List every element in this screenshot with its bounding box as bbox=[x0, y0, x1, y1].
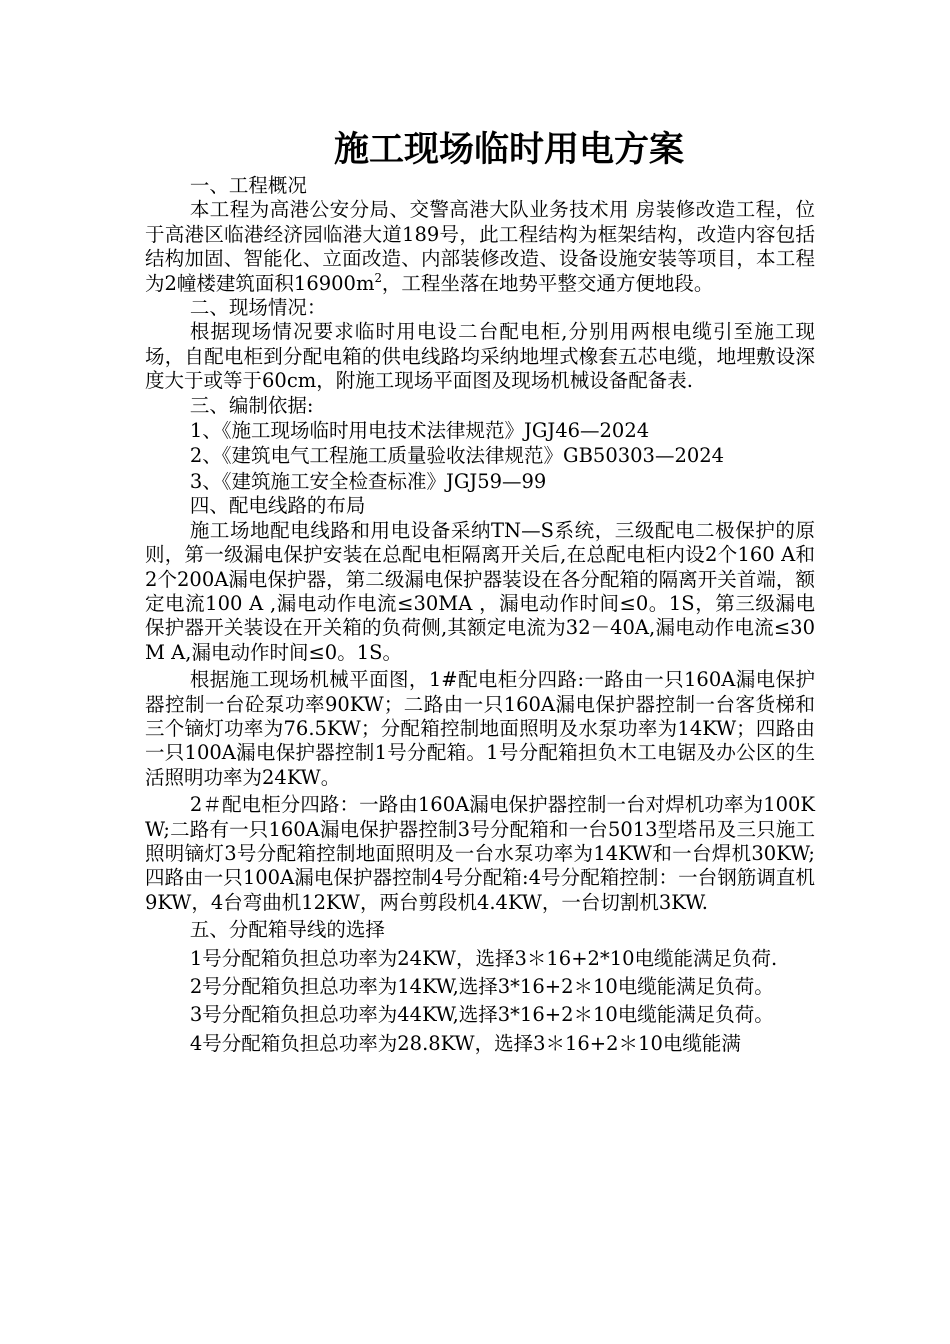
document-body bbox=[145, 174, 815, 1056]
section-heading-wires: 五、分配箱导线的选择 bbox=[189, 918, 385, 942]
overview-paragraph bbox=[145, 198, 815, 296]
section-heading-basis: 三、编制依据: bbox=[189, 393, 314, 417]
area-unit-superscript: 2 bbox=[374, 270, 382, 285]
overview-text-end: ，工程坐落在地势平整交通方便地段。 bbox=[381, 271, 714, 295]
section-heading-site: 二、现场情况： bbox=[189, 296, 327, 320]
wire-paragraph-1: 1号分配箱负担总功率为24KW，选择3＊16+2*10电缆能满足负荷. bbox=[189, 946, 778, 970]
layout-paragraph-3: 2＃配电柜分四路：一路由160A漏电保护器控制一台对焊机功率为100KW;二路有一只160A漏电保护器控制3号分配箱和一台5013型塔吊及三只施工照明镝灯3号分配箱控制地面照明及一台水泵功率为14KW和一台焊机30KW;四路由一只100A漏电保护器控制4号分配箱:4号分配箱控制：一台钢筋调直机9KW，4台弯曲机12KW，两台剪段机4.4KW，一台切割机3KW. bbox=[145, 793, 815, 914]
layout-paragraph-1: 施工场地配电线路和用电设备采纳TN—S系统，三级配电二极保护的原则，第一级漏电保护安装在总配电柜隔离开关后,在总配电柜内设2个160 A和2个200A漏电保护器，第二级漏电保护器装设在各分配箱的隔离开关首端，额定电流100 A ,漏电动作电流≤30MA ，漏电动作时间≤0。1S，第三级漏电保护器开关装设在开关箱的负荷侧,其额定电流为32－40A,漏电动作电流≤30 M A,漏电动作时间≤0。1S。 bbox=[145, 518, 815, 664]
site-paragraph: 根据现场情况要求临时用电设二台配电柜,分别用两根电缆引至施工现场，自配电柜到分配电箱的供电线路均采纳地埋式橡套五芯电缆，地埋敷设深度大于或等于60cm，附施工现场平面图及现场机械设备配备表. bbox=[145, 320, 815, 393]
basis-reference-2: 2、《建筑电气工程施工质量验收法律规范》GB50303—2024 bbox=[189, 444, 725, 468]
basis-reference-3: 3、《建筑施工安全检查标准》JGJ59—99 bbox=[189, 469, 547, 493]
overview-text: 本工程为高港公安分局、交警高港大队业务技术用 房装修改造工程，位于高港区临港经济园临港大道189号，此工程结构为框架结构，改造内容包括结构加固、智能化、立面改造、内部装修改造、设备设施安装等项目，本工程为2幢楼建筑面积16900m bbox=[145, 198, 815, 295]
document-title: 施工现场临时用电方案 bbox=[333, 130, 684, 170]
wire-paragraph-3: 3号分配箱负担总功率为44KW,选择3*16+2＊10电缆能满足负荷。 bbox=[189, 1003, 774, 1027]
wire-paragraph-2: 2号分配箱负担总功率为14KW,选择3*16+2＊10电缆能满足负荷。 bbox=[189, 975, 774, 998]
basis-reference-1: 1、《施工现场临时用电技术法律规范》JGJ46—2024 bbox=[189, 419, 650, 443]
section-heading-overview: 一、工程概况 bbox=[189, 174, 307, 197]
section-heading-layout: 四、配电线路的布局 bbox=[189, 494, 366, 518]
layout-paragraph-2: 根据施工现场机械平面图，1#配电柜分四路:一路由一只160A漏电保护器控制一台砼泵功率90KW；二路由一只160A漏电保护器控制一台客货梯和三个镝灯功率为76.5KW；分配箱控制地面照明及水泵功率为14KW；四路由一只100A漏电保护器控制1号分配箱。1号分配箱担负木工电锯及办公区的生活照明功率为24KW。 bbox=[145, 668, 815, 789]
wire-paragraph-4: 4号分配箱负担总功率为28.8KW，选择3＊16+2＊10电缆能满 bbox=[189, 1031, 741, 1055]
